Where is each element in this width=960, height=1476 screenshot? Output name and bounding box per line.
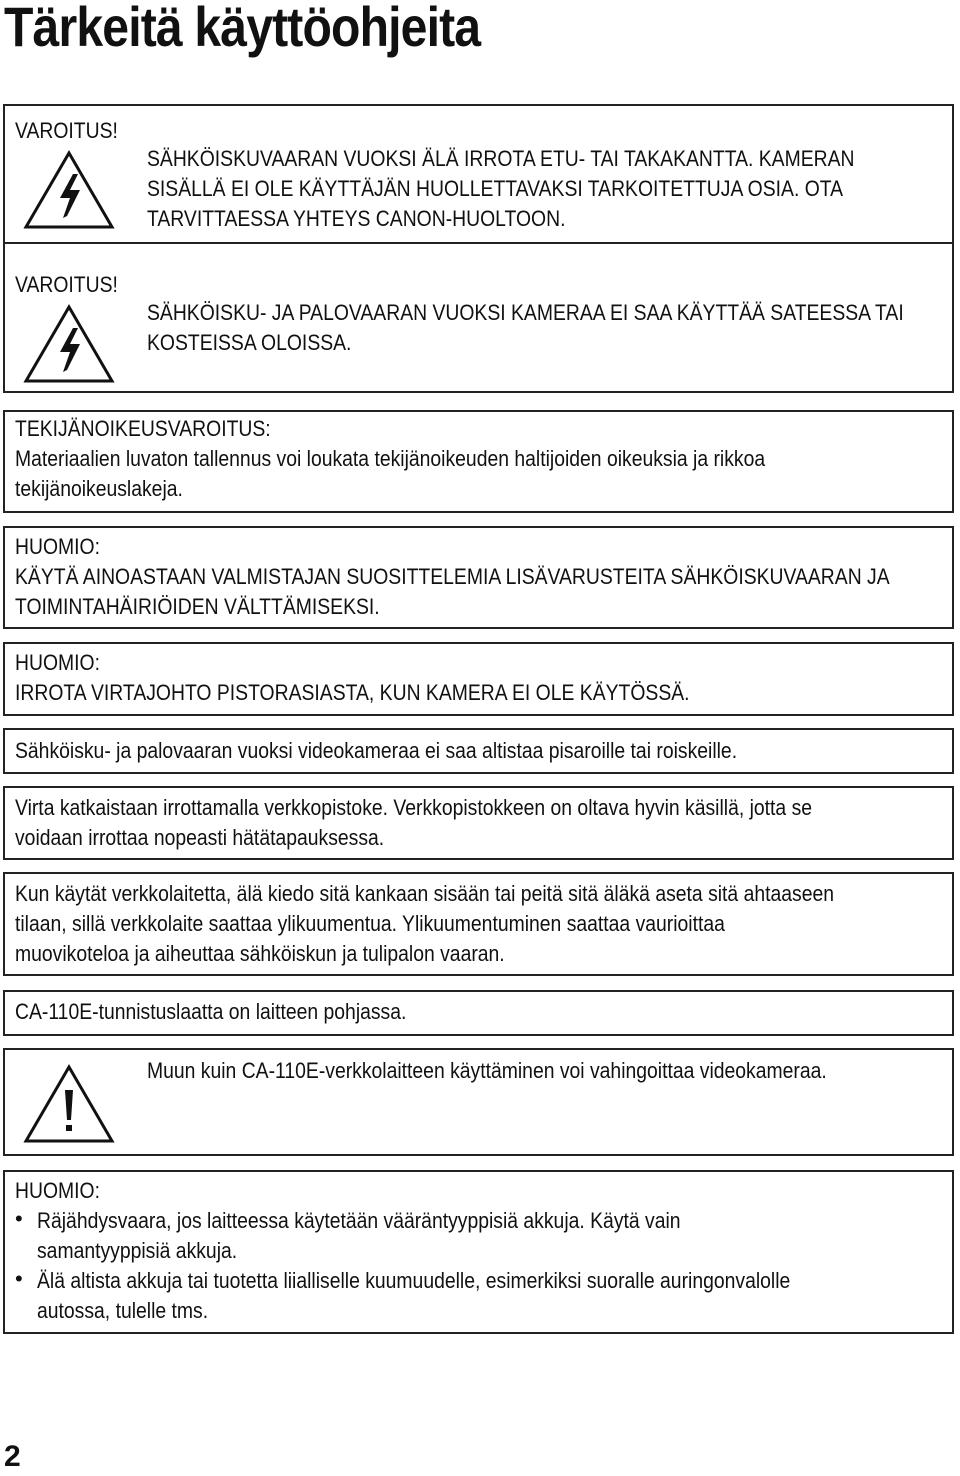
adapter-line-2: tilaan, sillä verkkolaite saattaa ylikuumentua. Ylikuumentuminen saattaa vaurioittaa (15, 911, 725, 936)
battery-bullet-1-line-1: Räjähdysvaara, jos laitteessa käytetään vääräntyyppisiä akkuja. Käytä vain (37, 1208, 681, 1233)
bullet-marker: • (15, 1206, 23, 1231)
caution-1-line-1: KÄYTÄ AINOASTAAN VALMISTAJAN SUOSITTELEMIA LISÄVARUSTEITA SÄHKÖISKUVAARAN JA (15, 564, 890, 589)
splash-note-box (3, 728, 954, 774)
warning-1-line-1: SÄHKÖISKUVAARAN VUOKSI ÄLÄ IRROTA ETU- TAI TAKAKANTTA. KAMERAN (147, 146, 855, 171)
battery-caution-box (3, 1170, 954, 1334)
copyright-line-2: tekijänoikeuslakeja. (15, 476, 183, 501)
lightning-warning-icon (23, 150, 115, 230)
plug-note-box (3, 786, 954, 860)
adapter-note-box (3, 872, 954, 976)
other-adapter-box (3, 1048, 954, 1156)
other-adapter-line-1: Muun kuin CA-110E-verkkolaitteen käyttäminen voi vahingoittaa videokameraa. (147, 1058, 827, 1083)
battery-bullet-2-line-1: Älä altista akkuja tai tuotetta liialliselle kuumuudelle, esimerkiksi suoralle auringonvalolle (37, 1268, 791, 1293)
adapter-line-1: Kun käytät verkkolaitetta, älä kiedo sitä kankaan sisään tai peitä sitä äläkä aseta sitä ahtaaseen (15, 881, 835, 906)
copyright-heading: TEKIJÄNOIKEUSVAROITUS: (15, 416, 271, 441)
page-title: Tärkeitä käyttöohjeita (4, 0, 481, 58)
lightning-warning-icon (23, 304, 115, 384)
splash-line-1: Sähköisku- ja palovaaran vuoksi videokameraa ei saa altistaa pisaroille tai roiskeille. (15, 738, 738, 763)
caution-2-heading: HUOMIO: (15, 650, 100, 675)
plate-line-1: CA-110E-tunnistuslaatta on laitteen pohjassa. (15, 999, 407, 1024)
warning-1-line-2: SISÄLLÄ EI OLE KÄYTTÄJÄN HUOLLETTAVAKSI TARKOITETTUJA OSIA. OTA (147, 176, 844, 201)
caution-1-line-2: TOIMINTAHÄIRIÖIDEN VÄLTTÄMISEKSI. (15, 594, 380, 619)
page-number: 2 (4, 1440, 21, 1473)
caution-accessories-box (3, 526, 954, 629)
caution-power-box (3, 642, 954, 716)
exclamation-warning-icon (23, 1064, 115, 1144)
copyright-box (3, 410, 954, 513)
plate-note-box (3, 990, 954, 1036)
caution-2-line-1: IRROTA VIRTAJOHTO PISTORASIASTA, KUN KAMERA EI OLE KÄYTÖSSÄ. (15, 680, 690, 705)
warning-divider (5, 242, 952, 244)
warning-2-heading: VAROITUS! (15, 272, 118, 297)
battery-bullet-1-line-2: samantyyppisiä akkuja. (37, 1238, 238, 1263)
battery-heading: HUOMIO: (15, 1178, 100, 1203)
adapter-line-3: muovikoteloa ja aiheuttaa sähköiskun ja tulipalon vaaran. (15, 941, 505, 966)
warning-2-line-2: KOSTEISSA OLOISSA. (147, 330, 352, 355)
battery-bullet-2-line-2: autossa, tulelle tms. (37, 1298, 209, 1323)
copyright-line-1: Materiaalien luvaton tallennus voi loukata tekijänoikeuden haltijoiden oikeuksia ja rikkoa (15, 446, 766, 471)
caution-1-heading: HUOMIO: (15, 534, 100, 559)
warning-1-heading: VAROITUS! (15, 118, 118, 143)
warning-1-line-3: TARVITTAESSA YHTEYS CANON-HUOLTOON. (147, 206, 566, 231)
warning-2-line-1: SÄHKÖISKU- JA PALOVAARAN VUOKSI KAMERAA EI SAA KÄYTTÄÄ SATEESSA TAI (147, 300, 904, 325)
bullet-marker: • (15, 1266, 23, 1291)
warnings-box (3, 104, 954, 393)
plug-line-1: Virta katkaistaan irrottamalla verkkopistoke. Verkkopistokkeen on oltava hyvin käsillä, jotta se (15, 795, 813, 820)
plug-line-2: voidaan irrottaa nopeasti hätätapauksessa. (15, 825, 385, 850)
